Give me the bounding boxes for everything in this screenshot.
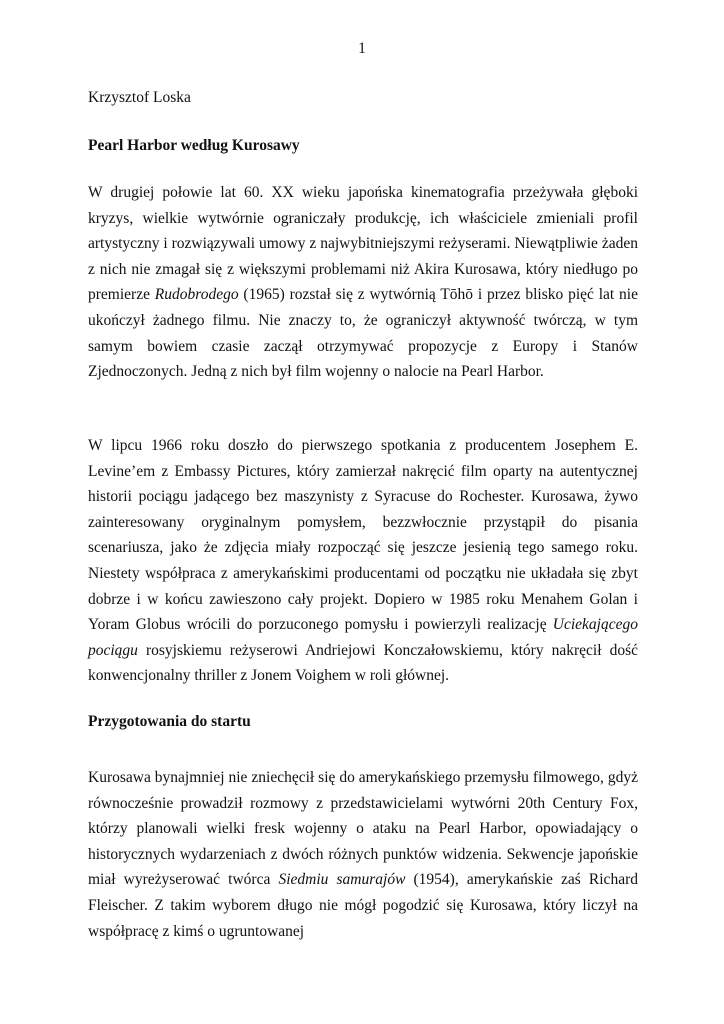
paragraph-3 [88,765,638,944]
film-title-siedmiu-samurajow: Siedmiu samurajów [278,871,406,889]
paragraph-1 [88,180,638,385]
film-title-uciekajacego-pociagu: Uciekającego pociągu [88,616,638,659]
paragraph-1-text-b: (1965) rozstał się z wytwórnią Tōhō i przez blisko pięć lat nie ukończył żadnego filmu. Nie znaczy to, że ograniczył aktywność twórczą, w tym samym bowiem czasie zaczął otrzymywać propozycje z Europy i Stanów Zjednoczonych. Jedną z nich był film wojenny o nalocie na Pearl Harbor. [88,286,638,381]
paragraph-1-text-a: W drugiej połowie lat 60. XX wieku japońska kinematografia przeżywała głęboki kryzys, wielkie wytwórnie ograniczały produkcję, ich właściciele zmieniali profil artystyczny i rozwiązywali umowy z najwybitniejszymi reżyserami. Niewątpliwie żaden z nich nie zmagał się z większymi problemami niż Akira Kurosawa, który niedługo po premierze [88,184,638,304]
film-title-rudobrodego: Rudobrodego [154,286,239,304]
paragraph-2 [88,433,638,689]
paragraph-2-text-b: rosyjskiemu reżyserowi Andriejowi Konczałowskiemu, który nakręcił dość konwencjonalny thriller z Jonem Voighem w roli głównej. [88,641,638,685]
article-title: Pearl Harbor według Kurosawy [88,137,300,154]
section-heading: Przygotowania do startu [88,713,251,730]
paragraph-3-text-b: (1954), amerykańskie zaś Richard Fleischer. Z takim wyborem długo nie mógł pogodzić się Kurosawa, który liczył na współpracę z kimś o ugruntowanej [88,871,638,940]
author-name: Krzysztof Loska [88,89,191,106]
paragraph-3-text-a: Kurosawa bynajmniej nie zniechęcił się do amerykańskiego przemysłu filmowego, gdyż równocześnie prowadził rozmowy z przedstawicielami wytwórni 20th Century Fox, którzy planowali wielki fresk wojenny o ataku na Pearl Harbor, opowiadający o historycznych wydarzeniach z dwóch różnych punktów widzenia. Sekwencje japońskie miał wyreżyserować twórca [88,769,638,889]
paragraph-2-text-a: W lipcu 1966 roku doszło do pierwszego spotkania z producentem Josephem E. Levine’em z Embassy Pictures, który zamierzał nakręcić film oparty na autentycznej historii pociągu jadącego bez maszynisty z Syracuse do Rochester. Kurosawa, żywo zainteresowany oryginalnym pomysłem, bezzwłocznie przystąpił do pisania scenariusza, jako że zdjęcia miały rozpocząć się jeszcze jesienią tego samego roku. Niestety współpraca z amerykańskimi producentami od początku nie układała się zbyt dobrze i w końcu zawieszono cały projekt. Dopiero w 1985 roku Menahem Golan i Yoram Globus wrócili do porzuconego pomysłu i powierzyli realizację [88,437,638,634]
page-number: 1 [358,40,366,57]
